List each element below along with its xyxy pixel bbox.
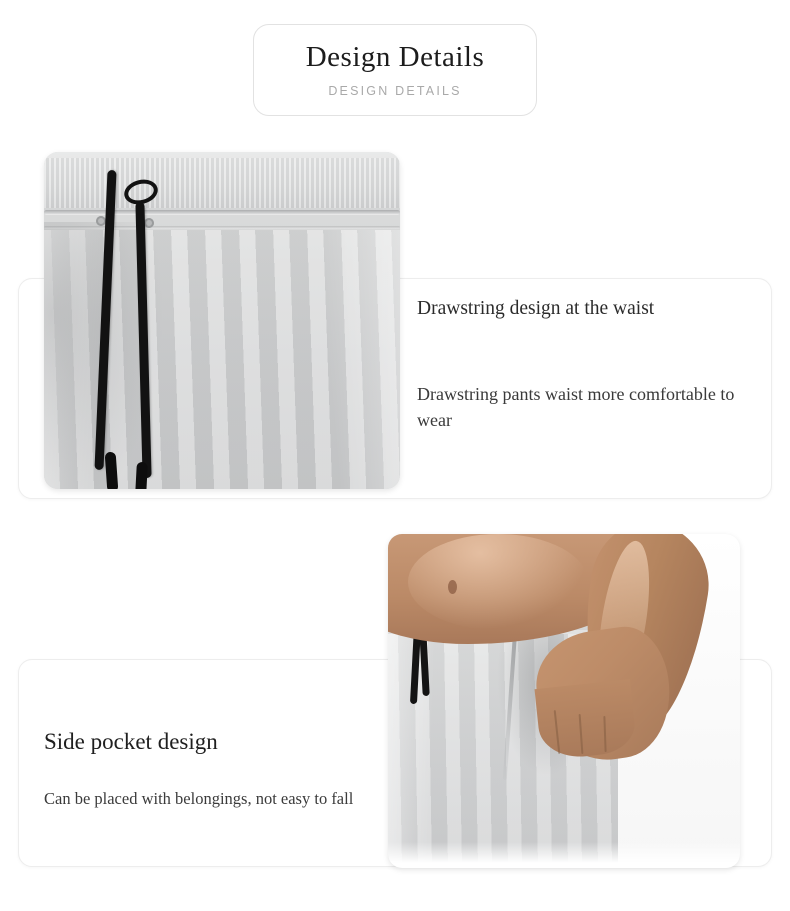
section-1-body: Drawstring pants waist more comfortable to wear <box>417 384 735 430</box>
drawstring-eyelet-right <box>144 218 154 228</box>
drawstring-tip-right <box>135 462 148 489</box>
model-navel <box>448 580 457 594</box>
section-2-body: Can be placed with belongings, not easy to fall <box>44 788 354 808</box>
page-subtitle: DESIGN DETAILS <box>328 83 462 98</box>
page-title: Design Details <box>305 41 485 74</box>
section-2-lead: Side pocket design <box>44 729 218 754</box>
waistband-rib-texture <box>44 158 400 208</box>
section-1-lead: Drawstring design at the waist <box>417 298 655 319</box>
section-text-side-pocket <box>44 727 384 810</box>
image-bottom-fade <box>388 842 740 868</box>
torso-highlight <box>408 534 588 630</box>
section-text-waist-drawstring <box>417 296 747 433</box>
image-waistband-drawstring <box>44 152 400 489</box>
waistband-seam-upper <box>44 210 400 215</box>
image-side-pocket <box>388 534 740 868</box>
page-header-badge <box>253 24 537 116</box>
